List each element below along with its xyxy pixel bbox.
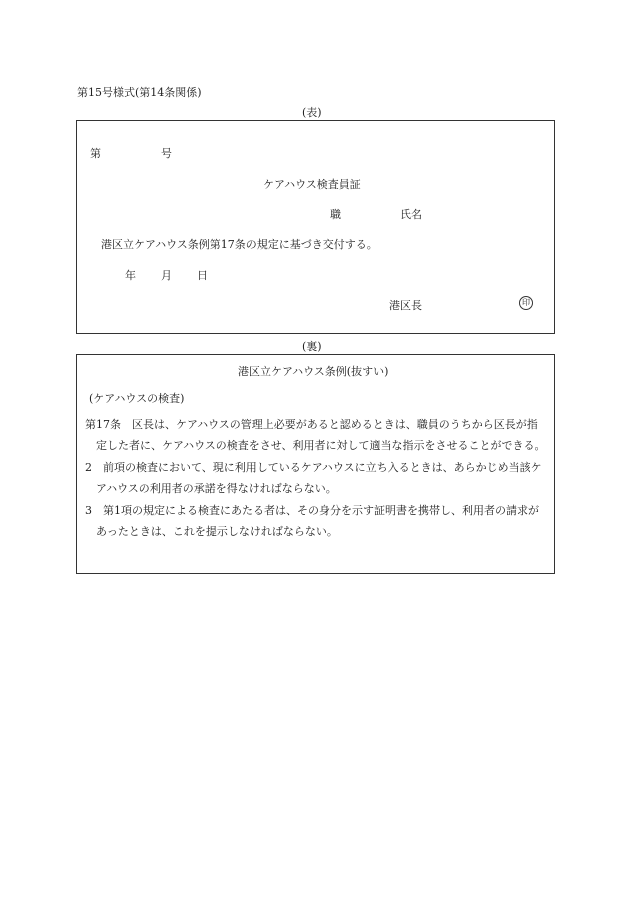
front-heading: (表) xyxy=(302,106,322,119)
name-label: 氏名 xyxy=(400,208,422,221)
card-back xyxy=(76,354,555,574)
article-17: 第17条 区長は、ケアハウスの管理上必要があると認めるときは、職員のうちから区長が指定した者に、ケアハウスの検査をさせ、利用者に対して適当な指示をさせることができる。 xyxy=(85,417,546,452)
form-label: 第15号様式(第14条関係) xyxy=(77,86,202,99)
back-heading: (裏) xyxy=(302,340,322,353)
seal-icon: 印 xyxy=(519,296,533,310)
date-year: 年 xyxy=(125,269,136,282)
ordinance-text xyxy=(85,388,547,543)
number-suffix: 号 xyxy=(161,147,172,160)
number-prefix: 第 xyxy=(90,147,101,160)
back-title: 港区立ケアハウス条例(抜すい) xyxy=(238,365,389,378)
paragraph-2: 2 前項の検査において、現に利用しているケアハウスに立ち入るときは、あらかじめ当該ケアハウスの利用者の承諾を得なければならない。 xyxy=(85,460,542,495)
issue-statement: 港区立ケアハウス条例第17条の規定に基づき交付する。 xyxy=(101,238,378,251)
card-front xyxy=(76,120,555,334)
date-day: 日 xyxy=(197,269,208,282)
paragraph-3: 3 第1項の規定による検査にあたる者は、その身分を示す証明書を携帯し、利用者の請求があったときは、これを提示しなければならない。 xyxy=(85,503,539,538)
issuer: 港区長 xyxy=(389,299,422,312)
position-label: 職 xyxy=(330,208,341,221)
card-title: ケアハウス検査員証 xyxy=(263,178,361,191)
date-month: 月 xyxy=(161,269,172,282)
section-heading: (ケアハウスの検査) xyxy=(89,392,185,405)
